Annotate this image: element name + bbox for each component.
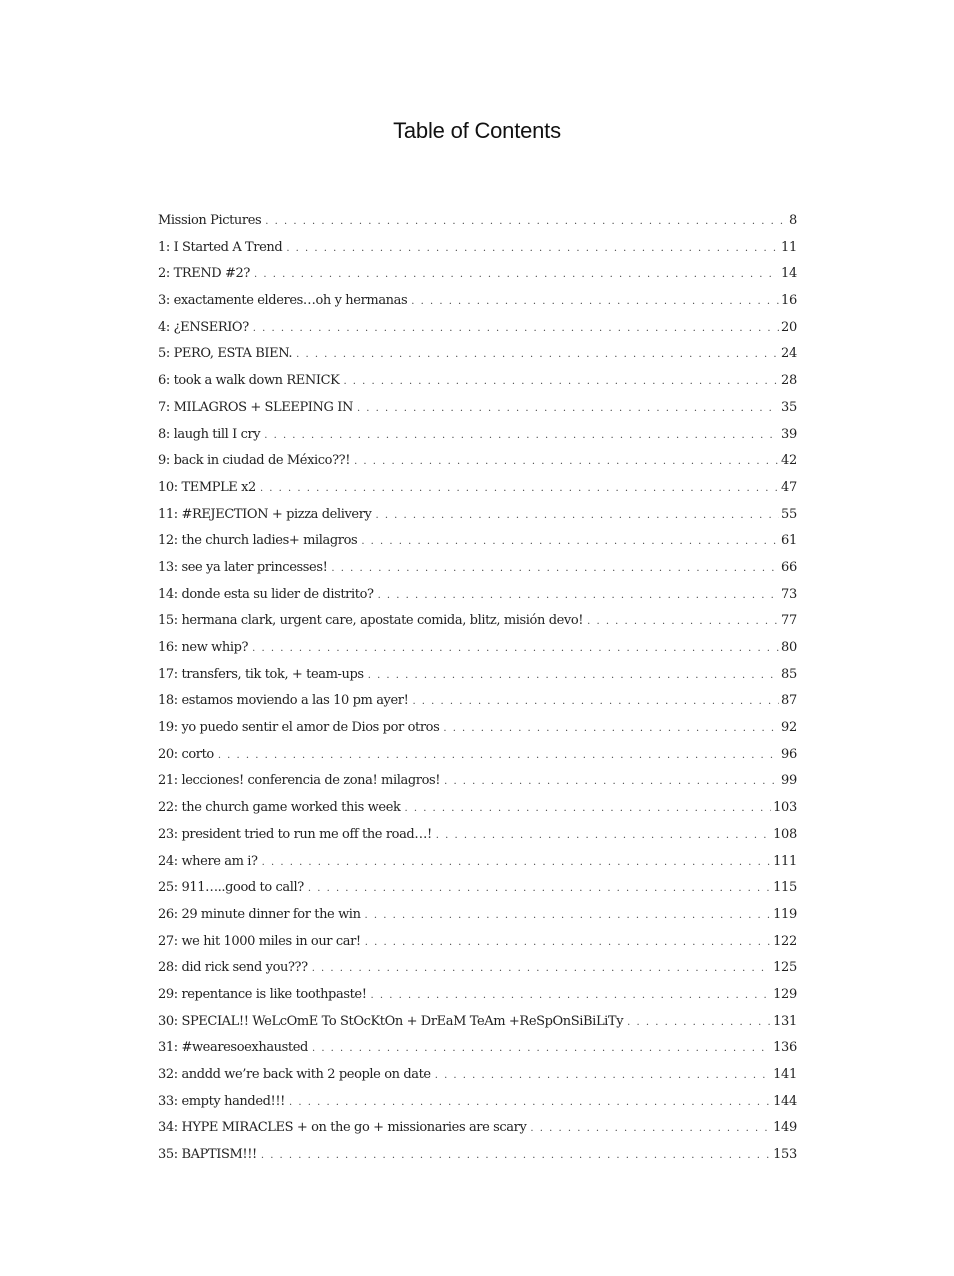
toc-entry[interactable] xyxy=(158,827,797,854)
toc-entry-label: 19: yo puedo sentir el amor de Dios por otros xyxy=(158,720,440,736)
toc-entry-label: 20: corto xyxy=(158,746,214,762)
dot-leader xyxy=(218,750,779,761)
toc-entry[interactable] xyxy=(158,1040,797,1067)
toc-entry-label: 10: TEMPLE x2 xyxy=(158,479,256,495)
dot-leader xyxy=(411,296,779,307)
toc-entry-page-number: 96 xyxy=(781,746,797,762)
dot-leader xyxy=(289,1097,771,1108)
toc-entry[interactable] xyxy=(158,266,797,293)
toc-entry[interactable] xyxy=(158,533,797,560)
toc-entry-label: 1: I Started A Trend xyxy=(158,239,283,255)
dot-leader xyxy=(262,857,771,868)
toc-entry-page-number: 103 xyxy=(773,800,797,816)
toc-entry[interactable] xyxy=(158,453,797,480)
toc-entry-label: 13: see ya later princesses! xyxy=(158,559,328,575)
toc-entry-label: 33: empty handed!!! xyxy=(158,1093,286,1109)
toc-entry[interactable] xyxy=(158,213,797,240)
toc-entry[interactable] xyxy=(158,373,797,400)
toc-entry-page-number: 111 xyxy=(773,853,797,869)
dot-leader xyxy=(312,963,771,974)
dot-leader xyxy=(361,536,779,547)
toc-entry-page-number: 141 xyxy=(773,1067,797,1082)
toc-entry-page-number: 125 xyxy=(773,960,797,976)
toc-entry-label: 9: back in ciudad de México??! xyxy=(158,453,351,469)
toc-entry[interactable] xyxy=(158,613,797,640)
page-title: Table of Contents xyxy=(393,118,561,143)
toc-entry[interactable] xyxy=(158,1094,797,1121)
dot-leader xyxy=(435,1070,771,1081)
toc-entry[interactable] xyxy=(158,293,797,320)
toc-entry[interactable] xyxy=(158,346,797,373)
toc-entry[interactable] xyxy=(158,1147,797,1174)
toc-entry[interactable] xyxy=(158,854,797,881)
dot-leader xyxy=(378,590,779,601)
toc-entry-label: 21: lecciones! conferencia de zona! milagros! xyxy=(158,773,441,789)
toc-entry-page-number: 55 xyxy=(781,506,797,522)
toc-entry-label: 18: estamos moviendo a las 10 pm ayer! xyxy=(158,693,409,709)
toc-entry-label: 29: repentance is like toothpaste! xyxy=(158,986,367,1002)
toc-entry-page-number: 35 xyxy=(781,399,797,415)
toc-entry-label: 34: HYPE MIRACLES + on the go + missionaries are scary xyxy=(158,1120,527,1136)
toc-entry-label: 26: 29 minute dinner for the win xyxy=(158,906,361,922)
toc-entry-page-number: 129 xyxy=(773,986,797,1002)
toc-entry[interactable] xyxy=(158,800,797,827)
toc-entry-page-number: 149 xyxy=(773,1120,797,1136)
toc-entry[interactable] xyxy=(158,773,797,800)
toc-entry-page-number: 8 xyxy=(789,213,797,228)
toc-entry[interactable] xyxy=(158,320,797,347)
dot-leader xyxy=(375,510,779,521)
toc-entry-label: 17: transfers, tik tok, + team-ups xyxy=(158,666,364,682)
toc-entry[interactable] xyxy=(158,480,797,507)
toc-entry[interactable] xyxy=(158,693,797,720)
toc-entry-page-number: 99 xyxy=(781,773,797,789)
dot-leader xyxy=(264,430,779,441)
toc-entry-label: 15: hermana clark, urgent care, apostate comida, blitz, misión devo! xyxy=(158,613,584,629)
dot-leader xyxy=(587,616,779,627)
toc-entry-page-number: 92 xyxy=(781,720,797,736)
dot-leader xyxy=(260,483,779,494)
toc-entry[interactable] xyxy=(158,880,797,907)
dot-leader xyxy=(254,269,779,280)
dot-leader xyxy=(444,776,779,787)
toc-entry-page-number: 73 xyxy=(781,586,797,602)
toc-entry[interactable] xyxy=(158,987,797,1014)
toc-entry-page-number: 14 xyxy=(781,266,797,282)
toc-entry-page-number: 122 xyxy=(773,933,797,949)
toc-entry-page-number: 28 xyxy=(781,373,797,389)
toc-entry-page-number: 16 xyxy=(781,293,797,309)
toc-entry-page-number: 42 xyxy=(781,453,797,469)
toc-entry-page-number: 39 xyxy=(781,426,797,442)
dot-leader xyxy=(365,937,771,948)
toc-entry-page-number: 144 xyxy=(773,1093,797,1109)
toc-entry[interactable] xyxy=(158,400,797,427)
toc-entry-page-number: 20 xyxy=(781,319,797,335)
dot-leader xyxy=(252,643,779,654)
toc-entry-label: 16: new whip? xyxy=(158,640,249,655)
dot-leader xyxy=(443,723,779,734)
toc-entry-label: 30: SPECIAL!! WeLcOmE To StOcKtOn + DrEaM TeAm +ReSpOnSiBiLiTy xyxy=(158,1013,624,1029)
toc-entry-label: 8: laugh till I cry xyxy=(158,426,261,442)
toc-entry[interactable] xyxy=(158,240,797,267)
toc-entry-label: 6: took a walk down RENICK xyxy=(158,373,340,389)
toc-entry-page-number: 66 xyxy=(781,559,797,575)
toc-entry-label: 11: #REJECTION + pizza delivery xyxy=(158,506,372,522)
toc-entry[interactable] xyxy=(158,960,797,987)
dot-leader xyxy=(331,563,779,574)
toc-entry-page-number: 85 xyxy=(781,666,797,682)
dot-leader xyxy=(308,883,771,894)
toc-entry[interactable] xyxy=(158,667,797,694)
dot-leader xyxy=(371,990,772,1001)
toc-entry-page-number: 24 xyxy=(781,346,797,362)
toc-entry-page-number: 61 xyxy=(781,533,797,549)
toc-entry-page-number: 47 xyxy=(781,479,797,495)
dot-leader xyxy=(368,670,779,681)
toc-entry-label: 25: 911…..good to call? xyxy=(158,880,304,896)
dot-leader xyxy=(365,910,772,921)
toc-entry-label: 5: PERO, ESTA BIEN. xyxy=(158,346,293,362)
toc-entry-page-number: 80 xyxy=(781,640,797,655)
toc-entry[interactable] xyxy=(158,1067,797,1094)
dot-leader xyxy=(530,1123,771,1134)
dot-leader xyxy=(286,243,779,254)
toc-entry-label: 3: exactamente elderes…oh y hermanas xyxy=(158,293,408,309)
dot-leader xyxy=(357,403,779,414)
toc-entry[interactable] xyxy=(158,1014,797,1041)
dot-leader xyxy=(412,696,779,707)
toc-entry-page-number: 87 xyxy=(781,693,797,709)
toc-entry[interactable] xyxy=(158,1120,797,1147)
toc-entry-page-number: 115 xyxy=(773,880,797,896)
toc-entry-label: 28: did rick send you??? xyxy=(158,960,308,976)
dot-leader xyxy=(261,1150,771,1161)
toc-entry[interactable] xyxy=(158,640,797,667)
toc-entry-label: 24: where am i? xyxy=(158,853,258,869)
toc-entry-label: 31: #wearesoexhausted xyxy=(158,1040,308,1056)
toc-entry-label: Mission Pictures xyxy=(158,213,262,228)
dot-leader xyxy=(296,349,779,360)
toc-entry-label: 14: donde esta su lider de distrito? xyxy=(158,586,374,602)
toc-entry[interactable] xyxy=(158,560,797,587)
toc-entry-label: 23: president tried to run me off the road…! xyxy=(158,826,432,842)
toc-entry-page-number: 119 xyxy=(773,906,797,922)
toc-entry-page-number: 108 xyxy=(773,826,797,842)
toc-entry-label: 27: we hit 1000 miles in our car! xyxy=(158,933,361,949)
toc-entry[interactable] xyxy=(158,720,797,747)
toc-entry[interactable] xyxy=(158,507,797,534)
dot-leader xyxy=(354,456,779,467)
toc-entry-label: 2: TREND #2? xyxy=(158,266,250,282)
toc-entry-page-number: 131 xyxy=(773,1013,797,1029)
dot-leader xyxy=(265,216,787,227)
dot-leader xyxy=(312,1043,771,1054)
toc-entry-label: 35: BAPTISM!!! xyxy=(158,1147,257,1163)
toc-entry[interactable] xyxy=(158,587,797,614)
toc-list xyxy=(158,213,797,1174)
dot-leader xyxy=(253,323,779,334)
toc-entry[interactable] xyxy=(158,907,797,934)
dot-leader xyxy=(436,830,771,841)
toc-entry-label: 22: the church game worked this week xyxy=(158,800,401,816)
toc-entry-page-number: 11 xyxy=(781,239,797,255)
toc-entry-label: 32: anddd we’re back with 2 people on date xyxy=(158,1067,431,1082)
dot-leader xyxy=(627,1017,771,1028)
toc-entry-label: 12: the church ladies+ milagros xyxy=(158,533,358,549)
toc-entry-page-number: 77 xyxy=(781,613,797,629)
dot-leader xyxy=(343,376,779,387)
toc-entry[interactable] xyxy=(158,934,797,961)
toc-entry-label: 4: ¿ENSERIÓ? xyxy=(158,319,249,335)
dot-leader xyxy=(404,803,771,814)
toc-entry-label: 7: MILAGROS + SLEEPING IN xyxy=(158,399,353,415)
toc-entry-page-number: 136 xyxy=(773,1040,797,1056)
toc-entry[interactable] xyxy=(158,747,797,774)
toc-entry-page-number: 153 xyxy=(773,1147,797,1163)
toc-entry[interactable] xyxy=(158,427,797,454)
